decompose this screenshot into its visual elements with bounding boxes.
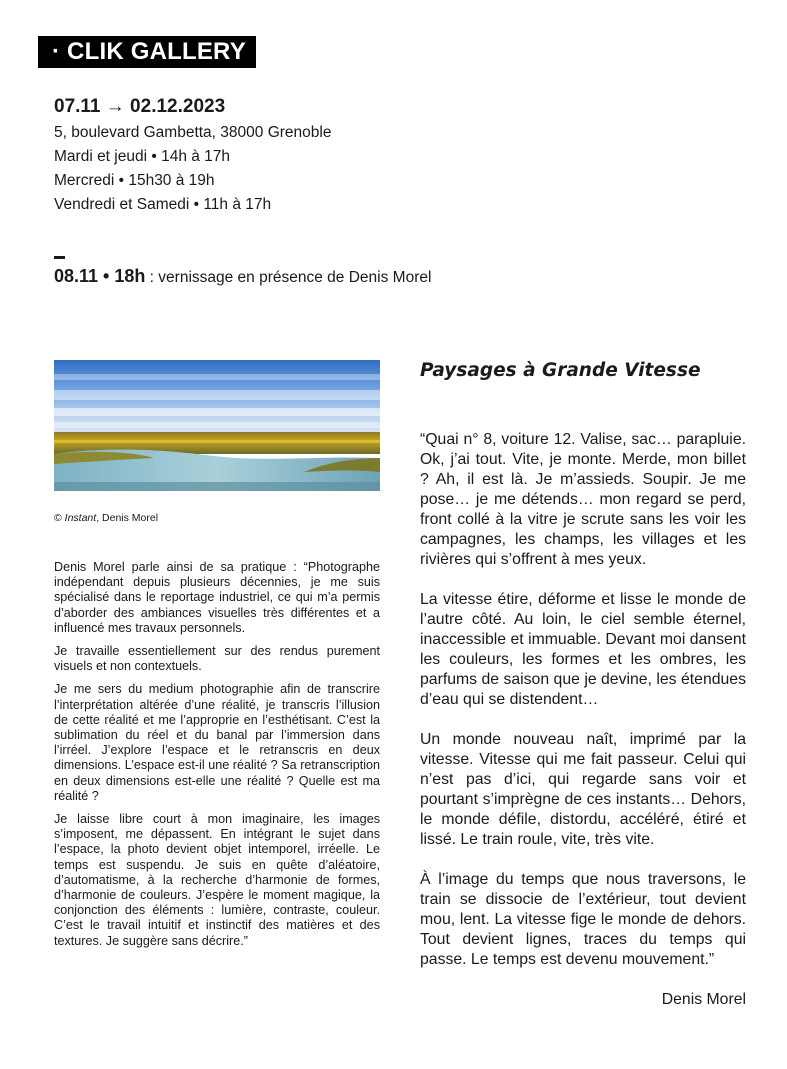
artist-statement [54,560,380,957]
caption-title: Instant [64,512,97,524]
statement-paragraph: Denis Morel parle ainsi de sa pratique : “Photographe indépendant depuis plusieurs décennies, je me suis spécialisé dans le reportage industriel, ce qui m’a permis d’aborder des ambiances visuelles très différentes et a influencé mes travaux personnels. [54,560,380,635]
vernissage-date: 08.11 • 18h [54,266,146,286]
gallery-title-badge: · CLIK GALLERY [38,36,256,68]
series-paragraph: Un monde nouveau naît, imprimé par la vitesse. Vitesse qui me fait passeur. Celui qui n’est pas d’ici, qui regarde sans voir et pourtant s’imprègne de ces instants… Dehors, le monde défile, distordu, accéléré, étiré et lissé. Le train roule, vite, très vite. [420,731,746,848]
exhibition-dates: 07.11 → 02.12.2023 [54,96,226,117]
series-title: Paysages à Grande Vitesse [420,360,701,381]
separator-dash [54,256,65,259]
opening-hours-1: Mardi et jeudi • 14h à 17h [54,148,231,165]
series-text [420,430,746,990]
caption-suffix: , Denis Morel [96,512,159,524]
gallery-address: 5, boulevard Gambetta, 38000 Grenoble [54,124,332,141]
landscape-photo [54,360,380,491]
statement-paragraph: Je me sers du medium photographie afin de transcrire l’interprétation altérée d’une réalité, je transcris l’illusion de cette réalité et me l’approprie en l’esthétisant. C’est la sublimation du réel et du banal par l’immersion dans l’irréel. J’explore l’espace et le retranscris en deux dimensions. L’espace est-il une réalité ? Sa retranscription en deux dimensions est-elle une réalité ? Quelle est ma réalité ? [54,682,380,803]
vernissage-line [54,266,431,287]
opening-hours-3: Vendredi et Samedi • 11h à 17h [54,196,272,213]
author-signature: Denis Morel [661,991,746,1008]
landscape-photo-image [54,360,380,491]
statement-paragraph: Je travaille essentiellement sur des rendus purement visuels et non contextuels. [54,644,380,674]
photo-caption [54,512,158,524]
series-paragraph: “Quai n° 8, voiture 12. Valise, sac… parapluie. Ok, j’ai tout. Vite, je monte. Merde, mon billet ? Ah, il est là. Je m’assieds. Soupir. Je me pose… je me détends… mon regard se perd, front collé à la vitre je scrute sans les voir les campagnes, les champs, les villages et les rivières qui s’offrent à mes yeux. [420,431,746,568]
vernissage-text: : vernissage en présence de Denis Morel [145,269,432,286]
series-paragraph: La vitesse étire, déforme et lisse le monde de l’autre côté. Au loin, le ciel semble éternel, inaccessible et immuable. Devant moi dansent les couleurs, les formes et les ombres, les parfums de saison que je devine, les étendues d’eau qui se distendent… [420,591,746,708]
series-paragraph: À l’image du temps que nous traversons, le train se dissocie de l’extérieur, tout devient mou, lent. La vitesse fige le monde de dehors. Tout devient lignes, traces du temps qui passe. Le temps est devenu mouvement.” [420,871,746,968]
opening-hours-2: Mercredi • 15h30 à 19h [54,172,215,189]
caption-prefix: © [54,512,65,524]
statement-paragraph: Je laisse libre court à mon imaginaire, les images s’imposent, me dépassent. En intégrant le sujet dans l’espace, la photo devient objet intemporel, irréelle. Le temps est suspendu. Je suis en quête d’aléatoire, d’automatisme, à la recherche d’harmonie de formes, d’harmonie de couleurs. J’espère le moment magique, la conjonction des éléments : lumière, contraste, couleur. C’est le travail intuitif et instinctif des matières et des textures. Je suggère sans décrire.” [54,812,380,948]
